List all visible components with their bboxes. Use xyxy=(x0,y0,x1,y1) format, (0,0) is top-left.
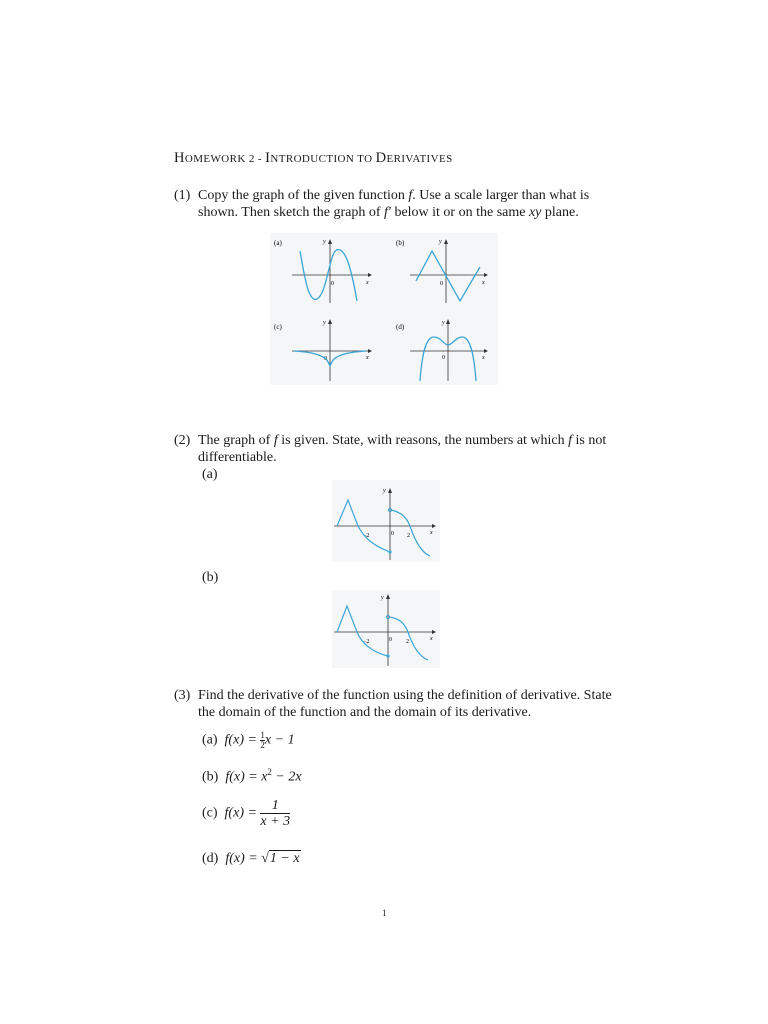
axis-x-label: x xyxy=(482,355,485,361)
graph-2a xyxy=(332,480,440,562)
axis-y-label: y xyxy=(383,488,386,494)
axis-x-label: x xyxy=(482,280,485,286)
problem-text: The graph of f is given. State, with reasons, the numbers at which f is not differentiable. xyxy=(198,433,607,465)
sqrt-sign: √ xyxy=(261,851,269,866)
problem-2a-figure xyxy=(332,480,440,562)
axis-x-label: x xyxy=(366,280,369,286)
tick-pos-2: 2 xyxy=(407,533,410,539)
fraction-half: $\frac{1}{2}$ xyxy=(260,730,265,750)
function-graphs xyxy=(270,233,498,385)
axis-y-label: y xyxy=(442,320,445,326)
graph-a xyxy=(292,239,372,303)
graph-c xyxy=(292,319,372,381)
origin-label: 0 xyxy=(391,531,394,537)
problem-3c: (c) f(x) = $\frac{1}{x + 3}$ xyxy=(202,798,291,829)
problem-3b: (b) $f(x) = x^2 - 2x$ xyxy=(202,767,302,785)
problem-text: Find the derivative of the function using the definition of derivative. State the domain of the function and the domain of its derivative. xyxy=(198,688,612,720)
origin-label: 0 xyxy=(324,356,327,362)
origin-label: 0 xyxy=(442,355,445,361)
axis-y-label: y xyxy=(323,239,326,245)
problem-text: Copy the graph of the given function f. Use a scale larger than what is shown. Then sketch the graph of f′ below it or on the same xy plane. xyxy=(198,188,590,220)
origin-label: 0 xyxy=(331,281,334,287)
tick-neg-2: −2 xyxy=(363,533,370,539)
graph-a-label: (a) xyxy=(274,239,282,247)
origin-label: 0 xyxy=(440,281,443,287)
graph-d-label: (d) xyxy=(396,323,405,331)
graph-d xyxy=(410,319,488,381)
axis-y-label: y xyxy=(381,595,384,601)
axis-x-label: x xyxy=(430,530,433,536)
origin-label: 0 xyxy=(389,637,392,643)
axis-x-label: x xyxy=(366,355,369,361)
problem-2b-figure xyxy=(332,590,440,668)
problem-2-part-b-label: (b) xyxy=(202,570,219,585)
page-title: HOMEWORK 2 - INTRODUCTION TO DERIVATIVES xyxy=(174,150,453,166)
axis-y-label: y xyxy=(439,239,442,245)
axis-y-label: y xyxy=(323,320,326,326)
page-number: 1 xyxy=(382,908,387,918)
problem-2-part-a-label: (a) xyxy=(202,467,218,482)
problem-1-figure xyxy=(270,233,498,385)
fraction: $\frac{1}{x + 3}$ xyxy=(260,798,291,829)
graph-2b xyxy=(332,590,440,668)
graph-c-label: (c) xyxy=(274,323,282,331)
graph-b-label: (b) xyxy=(396,239,405,247)
problem-number: (3) xyxy=(174,688,191,703)
problem-number: (1) xyxy=(174,188,191,203)
tick-neg-2: −2 xyxy=(363,639,370,645)
axis-x-label: x xyxy=(430,636,433,642)
tick-pos-2: 2 xyxy=(406,639,409,645)
problem-3d: (d) f(x) = √1 − x xyxy=(202,851,300,866)
problem-number: (2) xyxy=(174,433,191,448)
graph-b xyxy=(410,239,488,303)
problem-3a: (a) f(x) = $\frac{1}{2}x - 1$ xyxy=(202,730,295,750)
